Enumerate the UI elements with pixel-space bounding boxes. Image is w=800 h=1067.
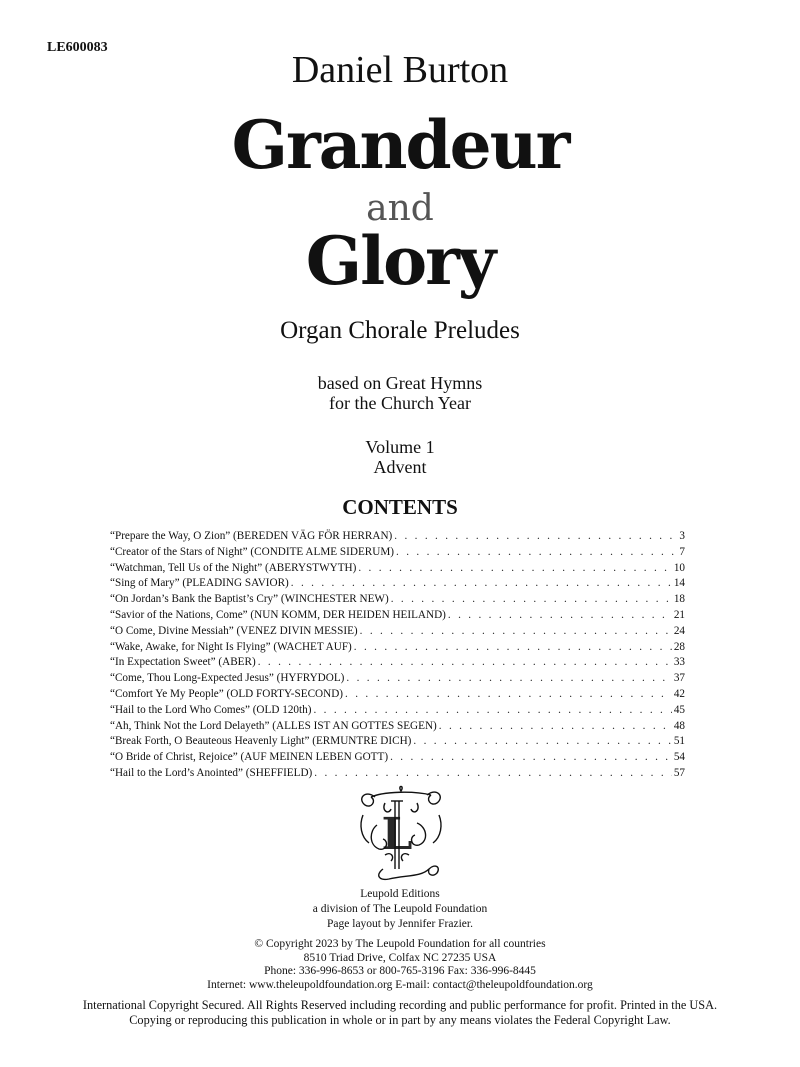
toc-dot-leader xyxy=(396,545,677,561)
layout-credit: Page layout by Jennifer Frazier. xyxy=(327,918,473,930)
toc-entry-page: 54 xyxy=(673,751,685,764)
toc-dot-leader xyxy=(439,719,672,735)
toc-dot-leader xyxy=(346,671,671,687)
toc-entry-page: 42 xyxy=(673,687,685,700)
description-line-2: for the Church Year xyxy=(329,393,471,413)
toc-entry xyxy=(110,671,685,687)
composer-name: Daniel Burton xyxy=(291,49,509,91)
toc-entry xyxy=(110,576,685,592)
toc-entry-title: “Hail to the Lord’s Anointed” (SHEFFIELD) xyxy=(110,766,313,779)
publisher-phone: Phone: 336-996-8653 or 800-765-3196 Fax: 336-996-8445 xyxy=(264,965,536,977)
toc-dot-leader xyxy=(360,624,672,640)
toc-entry-page: 48 xyxy=(673,719,685,732)
toc-entry-title: “Come, Thou Long-Expected Jesus” (HYFRYDOL) xyxy=(110,672,345,685)
toc-dot-leader xyxy=(354,640,672,656)
toc-entry-title: “Wake, Awake, for Night Is Flying” (WACHET AUF) xyxy=(110,640,352,653)
table-of-contents xyxy=(110,529,685,782)
toc-entry-page: 10 xyxy=(673,561,685,574)
toc-entry-page: 33 xyxy=(673,656,685,669)
toc-dot-leader xyxy=(391,592,672,608)
legal-line-2: Copying or reproducing this publication in whole or in part by any means violates the Federal Copyright Law. xyxy=(129,1013,671,1027)
legal-line-1: International Copyright Secured. All Rights Reserved including recording and public performance for profit. Printed in the USA. xyxy=(82,998,718,1012)
toc-entry-page: 21 xyxy=(673,608,685,621)
publisher-internet: Internet: www.theleupoldfoundation.org E-mail: contact@theleupoldfoundation.org xyxy=(207,978,593,991)
publisher-address: 8510 Triad Drive, Colfax NC 27235 USA xyxy=(303,951,497,964)
toc-entry-page: 45 xyxy=(673,703,685,716)
toc-entry xyxy=(110,529,685,545)
toc-entry-title: “In Expectation Sweet” (ABER) xyxy=(110,656,256,669)
toc-dot-leader xyxy=(291,576,672,592)
toc-entry-title: “O Bride of Christ, Rejoice” (AUF MEINEN LEBEN GOTT) xyxy=(110,751,389,764)
toc-entry xyxy=(110,703,685,719)
catalog-number: LE600083 xyxy=(47,40,108,55)
toc-entry-title: “On Jordan’s Bank the Baptist’s Cry” (WINCHESTER NEW) xyxy=(110,593,389,606)
toc-entry-page: 3 xyxy=(679,530,685,542)
toc-entry xyxy=(110,687,685,703)
toc-entry-page: 7 xyxy=(679,545,685,558)
toc-entry-title: “Watchman, Tell Us of the Night” (ABERYSTWYTH) xyxy=(110,561,357,574)
toc-entry xyxy=(110,655,685,671)
contents-heading: CONTENTS xyxy=(342,495,458,519)
toc-entry-page: 18 xyxy=(673,593,685,606)
leupold-ornamental-L-icon xyxy=(355,785,447,883)
description-line-1: based on Great Hymns xyxy=(317,373,483,393)
toc-dot-leader xyxy=(314,766,672,782)
toc-entry-title: “Comfort Ye My People” (OLD FORTY-SECOND) xyxy=(110,687,344,700)
title-line-1: Grandeur xyxy=(231,106,569,184)
volume-info xyxy=(0,437,800,477)
description xyxy=(0,373,800,413)
toc-entry-page: 51 xyxy=(673,735,685,748)
toc-entry xyxy=(110,719,685,735)
toc-entry-title: “O Come, Divine Messiah” (VENEZ DIVIN MESSIE) xyxy=(110,624,358,637)
volume-number: Volume 1 xyxy=(365,437,435,457)
toc-entry xyxy=(110,561,685,577)
toc-entry xyxy=(110,734,685,750)
subtitle: Organ Chorale Preludes xyxy=(280,317,520,344)
toc-entry xyxy=(110,750,685,766)
toc-entry-page: 24 xyxy=(673,624,685,637)
toc-dot-leader xyxy=(258,655,672,671)
toc-dot-leader xyxy=(394,529,677,545)
publisher-name: Leupold Editions xyxy=(360,888,440,900)
toc-dot-leader xyxy=(345,687,672,703)
toc-entry xyxy=(110,608,685,624)
toc-entry xyxy=(110,592,685,608)
toc-entry xyxy=(110,640,685,656)
copyright-notice: © Copyright 2023 by The Leupold Foundation for all countries xyxy=(254,938,546,950)
toc-entry-title: “Savior of the Nations, Come” (NUN KOMM, DER HEIDEN HEILAND) xyxy=(110,608,446,621)
toc-dot-leader xyxy=(358,561,671,577)
toc-entry-page: 37 xyxy=(673,672,685,685)
toc-entry xyxy=(110,545,685,561)
toc-entry xyxy=(110,624,685,640)
copyright-block xyxy=(0,938,800,992)
toc-entry-page: 57 xyxy=(673,766,685,779)
toc-entry-title: “Hail to the Lord Who Comes” (OLD 120th) xyxy=(110,703,312,716)
publisher-division: a division of The Leupold Foundation xyxy=(312,903,488,915)
toc-entry-title: “Creator of the Stars of Night” (CONDITE ALME SIDERUM) xyxy=(110,545,394,558)
toc-entry-title: “Break Forth, O Beauteous Heavenly Light” (ERMUNTRE DICH) xyxy=(110,735,412,748)
legal-notice xyxy=(0,998,800,1028)
publisher-info xyxy=(0,887,800,932)
title-connector: and xyxy=(366,188,434,229)
toc-dot-leader xyxy=(448,608,672,624)
title-line-2: Glory xyxy=(305,222,495,300)
volume-season: Advent xyxy=(373,457,427,477)
svg-text:L: L xyxy=(381,809,413,860)
toc-dot-leader xyxy=(413,734,671,750)
toc-dot-leader xyxy=(390,750,672,766)
toc-entry-title: “Sing of Mary” (PLEADING SAVIOR) xyxy=(110,577,289,590)
toc-entry-page: 28 xyxy=(673,640,685,653)
toc-entry xyxy=(110,766,685,782)
toc-entry-title: “Ah, Think Not the Lord Delayeth” (ALLES IST AN GOTTES SEGEN) xyxy=(110,719,437,732)
toc-entry-title: “Prepare the Way, O Zion” (BEREDEN VÄG FÖR HERRAN) xyxy=(110,530,393,542)
toc-entry-page: 14 xyxy=(673,577,685,590)
toc-dot-leader xyxy=(313,703,671,719)
